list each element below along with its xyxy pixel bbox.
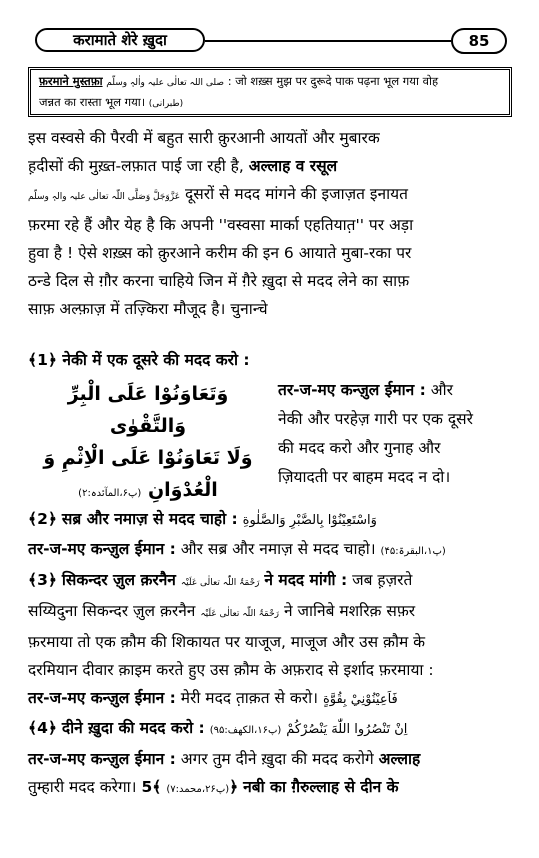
verse-reference: (پ۶،المآئدہ:۲) <box>78 488 142 499</box>
section-2-translation-line <box>28 535 512 566</box>
translation-line: नेकी और परहेज़ गारी पर एक दूसरे <box>278 410 473 428</box>
farman-label: फ़रमाने मुस्तफ़ा <box>39 74 103 88</box>
section-heading-text: सिकन्दर ज़ुल क़रनैन <box>61 571 176 589</box>
translation-label: तर-ज-मए कन्ज़ुल ईमान : <box>28 750 176 768</box>
text-line: हुवा है ! ऐसे शख़्स को क़ुरआने करीम की इन 6 आयाते मुबा-रका पर <box>28 244 412 262</box>
verse-reference: (پ۱۶،الکھف:۹۵) <box>209 725 282 736</box>
translation-label: तर-ज-मए कन्ज़ुल ईमान : <box>28 689 176 707</box>
honorific-arabic: عَزَّوَجَلَّ وَصَلَّی اللّٰہ تعالٰی علیہ والہٖ وسلّم <box>28 192 181 202</box>
translation-text: और सब्र और नमाज़ से मदद चाहो। <box>180 540 376 558</box>
text-span: ह़दीसों की मुख़्त-लफ़ात पाई जा रही है, <box>28 157 244 175</box>
translation-label: तर-ज-मए कन्ज़ुल ईमान : <box>28 540 176 558</box>
section-2-heading-line <box>28 505 512 535</box>
text-span: जब ह़ज़रते <box>352 571 413 589</box>
section-4-translation-line <box>28 745 512 773</box>
text-span: दूसरों से मदद मांगने की इजाज़त इनायत <box>185 185 408 203</box>
verse-line: وَتَعَاوَنُوْا عَلَى الْبِرِّ وَالتَّقْوٰى <box>67 383 229 437</box>
section-heading-text: दीने ख़ुदा की मदद करो : <box>61 719 205 737</box>
verse-text: وَاسْتَعِيْنُوْا بِالصَّبْرِ وَالصَّلٰوةِ <box>242 513 377 528</box>
translation-text: मेरी मदद त़ाक़त से करो। <box>180 689 319 707</box>
verse-line: وَلَا تَعَاوَنُوْا عَلَى الْاِثْمِ وَ <box>43 447 253 469</box>
translation-label: तर-ज-मए कन्ज़ुल ईमान : <box>278 381 426 399</box>
allah-text: अल्लाह <box>378 750 421 768</box>
section-4-heading-line <box>28 714 512 745</box>
honorific-arabic: رَحْمَۃُ اللّٰہ تعالٰی عَلَیْہ <box>180 578 260 588</box>
text-line: इस वस्वसे की पैरवी में बहुत सारी क़ुरआनी आयतों और मुबारक <box>28 129 380 147</box>
text-line: साफ़ अल्फ़ाज़ में तज़्किरा मौजूद है। चुनान्चे <box>28 300 268 318</box>
translation-line: की मदद करो और गुनाह और <box>278 439 441 457</box>
farman-salutation: صلی اللہ تعالٰی علیہ واٰلہٖ وسلّم <box>106 78 225 88</box>
running-header-title: करामाते शेरे ख़ुदा <box>35 28 205 52</box>
sections-2-5 <box>28 505 512 804</box>
text-line: फ़रमा रहे हैं और येह है कि अपनी ''वस्वसा मार्का एहतियात़'' पर अड़ा <box>28 216 414 234</box>
text-line <box>28 180 512 211</box>
farman-line-1 <box>39 72 501 93</box>
farman-line-2 <box>39 93 501 114</box>
farman-source: (طبرانی) <box>148 99 184 109</box>
verse-text: فَاَعِيْنُوْنِيْ بِقُوَّةٍ <box>322 692 398 707</box>
text-line <box>28 152 512 180</box>
section-heading-text: नेकी में एक दूसरे की मदद करो : <box>62 351 250 369</box>
text-line: फ़रमाया तो एक क़ौम की शिकायत पर याजूज, माजूज और उस क़ौम के <box>28 633 426 651</box>
section-number: ﴾1﴿ <box>28 351 57 369</box>
allah-rasool-text: अल्लाह व रसूल <box>248 157 338 175</box>
section-1-translation <box>278 376 512 492</box>
section-number: ﴾5﴿ <box>141 778 239 796</box>
page-number: 85 <box>451 28 507 54</box>
header-rule <box>205 40 451 42</box>
farman-line1-text: : जो शख़्स मुझ पर दुरूदे पाक पढ़ना भूल गया वोह <box>227 74 439 88</box>
text-line <box>28 597 512 628</box>
text-line: ठन्डे दिल से ग़ौर करना चाहिये जिन में ग़ैरे ख़ुदा से मदद लेने का साफ़ <box>28 272 410 290</box>
verse-text: اِنْ تَنْصُرُوا اللّٰهَ يَنْصُرْكُمْ <box>286 722 408 737</box>
text-span: सय्यिदुना सिकन्दर ज़ुल क़रनैन <box>28 602 196 620</box>
section-number: ﴾3﴿ <box>28 571 57 589</box>
section-number: ﴾4﴿ <box>28 719 57 737</box>
section-heading-text: सब्र और नमाज़ से मदद चाहो : <box>61 510 238 528</box>
farman-line2-text: जन्नत का रास्ता भूल गया। <box>39 95 146 109</box>
section-heading-text: नबी का ग़ैरुल्लाह से दीन के <box>243 778 399 796</box>
section-1-heading <box>28 346 512 374</box>
section-5-heading-line <box>28 773 512 804</box>
verse-text: الْعُدْوَانِ <box>147 479 218 501</box>
farman-box <box>28 67 512 117</box>
section-3-heading-line <box>28 566 512 597</box>
text-line: दरमियान दीवार क़ाइम करते हुए उस क़ौम के अफ़राद से इर्शाद फ़रमाया : <box>28 661 434 679</box>
section-1-verse <box>28 378 268 501</box>
translation-text: अगर तुम दीने ख़ुदा की मदद करोगे <box>180 750 374 768</box>
translation-text: और <box>430 381 453 399</box>
honorific-arabic: رَحْمَۃُ اللّٰہ تعالٰی عَلَیْہ <box>200 609 279 619</box>
translation-text: तुम्हारी मदद करेगा। <box>28 778 137 796</box>
section-heading-text: ने मदद मांगी : <box>264 571 348 589</box>
verse-reference: (پ۲۶،محمد:۷) <box>166 784 230 795</box>
section-3-verse-line <box>28 684 512 714</box>
verse-reference: (پ۱،البقرۃ:۴۵) <box>380 546 446 557</box>
translation-line: ज़ियादती पर बाहम मदद न दो। <box>278 468 451 486</box>
section-number: ﴾2﴿ <box>28 510 57 528</box>
intro-paragraph <box>28 124 512 323</box>
text-span: ने जानिबे मशरिक़ सफ़र <box>283 602 416 620</box>
